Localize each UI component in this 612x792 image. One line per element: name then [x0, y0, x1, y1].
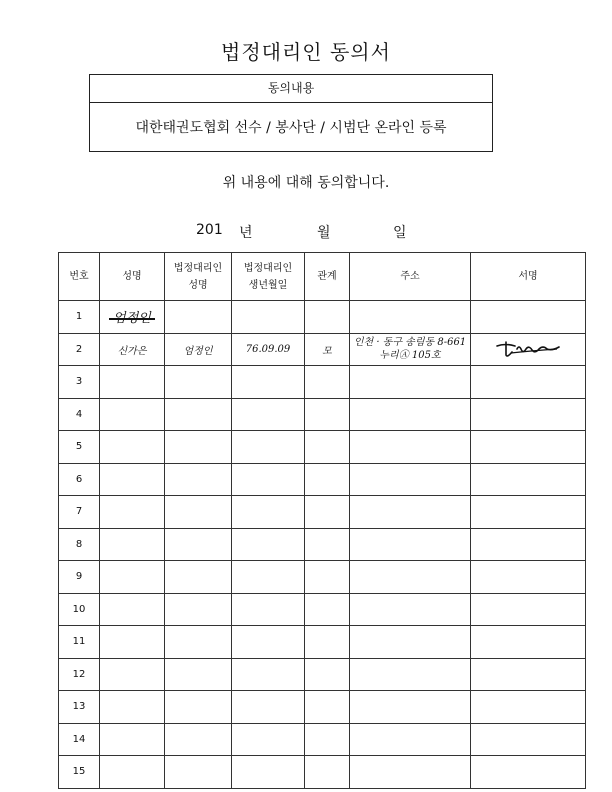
row-number: 11 [59, 626, 100, 659]
row-number: 15 [59, 756, 100, 789]
guardian-birth-cell [232, 756, 305, 789]
handwritten-signature [493, 337, 563, 359]
name-cell: 신가은 [100, 333, 165, 366]
table-row [59, 593, 586, 626]
guardian-name-cell [165, 756, 232, 789]
consent-box [89, 74, 493, 152]
relation-cell [305, 723, 350, 756]
table-row [59, 301, 586, 334]
address-cell [350, 528, 471, 561]
name-cell [100, 528, 165, 561]
signature-cell [471, 333, 586, 366]
table-row [59, 398, 586, 431]
date-year-label: 년 [239, 225, 253, 241]
name-cell [100, 756, 165, 789]
relation-cell [305, 626, 350, 659]
header-guardian-name-line2: 성명 [188, 279, 208, 291]
table-header-row [59, 253, 586, 301]
table-row [59, 496, 586, 529]
signature-cell [471, 626, 586, 659]
guardian-name-cell [165, 593, 232, 626]
relation-cell [305, 301, 350, 334]
signature-cell [471, 398, 586, 431]
signature-cell [471, 301, 586, 334]
row-number: 10 [59, 593, 100, 626]
signature-cell [471, 528, 586, 561]
header-no: 번호 [59, 253, 100, 301]
relation-cell: 모 [305, 333, 350, 366]
guardian-birth-cell [232, 561, 305, 594]
signature-cell [471, 723, 586, 756]
address-cell [350, 691, 471, 724]
relation-cell [305, 431, 350, 464]
table-row [59, 431, 586, 464]
row-number: 9 [59, 561, 100, 594]
relation-cell [305, 398, 350, 431]
address-cell [350, 463, 471, 496]
guardian-name-cell [165, 658, 232, 691]
header-address: 주소 [350, 253, 471, 301]
table-row [59, 691, 586, 724]
guardian-birth-cell [232, 626, 305, 659]
relation-cell [305, 593, 350, 626]
address-line1: 인천 · 동구 송림동 8-661 [353, 337, 467, 349]
guardian-name-cell: 엄정인 [165, 333, 232, 366]
guardian-name-cell [165, 723, 232, 756]
guardian-name-cell [165, 496, 232, 529]
address-cell [350, 366, 471, 399]
address-cell [350, 431, 471, 464]
relation-cell [305, 658, 350, 691]
address-line2: 누리Ⓐ 105호 [379, 350, 441, 362]
guardian-name-cell [165, 301, 232, 334]
row-number: 1 [59, 301, 100, 334]
address-cell [350, 593, 471, 626]
relation-cell [305, 561, 350, 594]
row-number: 14 [59, 723, 100, 756]
row-number: 5 [59, 431, 100, 464]
name-cell [100, 398, 165, 431]
signature-cell [471, 496, 586, 529]
guardian-birth-cell [232, 398, 305, 431]
row-number: 8 [59, 528, 100, 561]
header-guardian-name-line1: 법정대리인 [173, 262, 223, 274]
name-cell [100, 431, 165, 464]
guardian-birth-cell [232, 366, 305, 399]
address-cell [350, 333, 471, 366]
name-cell [100, 723, 165, 756]
row-number: 4 [59, 398, 100, 431]
guardian-birth-cell: 76.09.09 [232, 333, 305, 366]
row-number: 12 [59, 658, 100, 691]
name-cell [100, 626, 165, 659]
relation-cell [305, 496, 350, 529]
row-number: 6 [59, 463, 100, 496]
header-name: 성명 [100, 253, 165, 301]
table-row [59, 626, 586, 659]
header-signature: 서명 [471, 253, 586, 301]
guardian-name-cell [165, 398, 232, 431]
header-guardian-birth-line1: 법정대리인 [243, 262, 293, 274]
crossed-out-name: 엄정인 [113, 307, 151, 326]
guardian-name-cell [165, 691, 232, 724]
date-day-label: 일 [393, 225, 407, 241]
guardian-birth-cell [232, 593, 305, 626]
address-cell [350, 561, 471, 594]
signature-cell [471, 561, 586, 594]
signature-cell [471, 691, 586, 724]
name-cell [100, 658, 165, 691]
table-row [59, 333, 586, 366]
guardian-name-cell [165, 366, 232, 399]
guardian-birth-cell [232, 496, 305, 529]
row-number: 7 [59, 496, 100, 529]
name-cell [100, 593, 165, 626]
guardian-birth-cell [232, 431, 305, 464]
name-cell [100, 561, 165, 594]
header-guardian-birth [232, 253, 305, 301]
address-cell [350, 626, 471, 659]
table-row [59, 561, 586, 594]
header-guardian-name [165, 253, 232, 301]
registration-table [58, 252, 586, 789]
address-cell [350, 398, 471, 431]
signature-cell [471, 756, 586, 789]
header-guardian-birth-line2: 생년월일 [248, 279, 288, 291]
guardian-birth-cell [232, 691, 305, 724]
name-cell [100, 301, 165, 334]
consent-header: 동의내용 [90, 75, 492, 103]
row-number: 2 [59, 333, 100, 366]
guardian-name-cell [165, 561, 232, 594]
relation-cell [305, 691, 350, 724]
name-cell [100, 366, 165, 399]
guardian-name-cell [165, 626, 232, 659]
address-cell [350, 496, 471, 529]
table-row [59, 756, 586, 789]
consent-statement: 위 내용에 대해 동의합니다. [222, 175, 390, 191]
table-row [59, 658, 586, 691]
address-cell [350, 756, 471, 789]
table-row [59, 723, 586, 756]
table-row [59, 366, 586, 399]
date-year: 201 [196, 222, 223, 238]
guardian-birth-cell [232, 528, 305, 561]
address-cell [350, 658, 471, 691]
relation-cell [305, 463, 350, 496]
guardian-birth-cell [232, 301, 305, 334]
address-cell [350, 723, 471, 756]
row-number: 3 [59, 366, 100, 399]
name-cell [100, 691, 165, 724]
guardian-birth-cell [232, 658, 305, 691]
guardian-birth-cell [232, 463, 305, 496]
signature-cell [471, 593, 586, 626]
guardian-birth-cell [232, 723, 305, 756]
relation-cell [305, 528, 350, 561]
signature-cell [471, 366, 586, 399]
address-cell [350, 301, 471, 334]
relation-cell [305, 756, 350, 789]
header-relation: 관계 [305, 253, 350, 301]
row-number: 13 [59, 691, 100, 724]
consent-content: 대한태권도협회 선수 / 봉사단 / 시범단 온라인 등록 [135, 120, 447, 136]
guardian-name-cell [165, 431, 232, 464]
name-cell [100, 496, 165, 529]
table-row [59, 528, 586, 561]
page-title: 법정대리인 동의서 [221, 40, 391, 64]
relation-cell [305, 366, 350, 399]
name-cell [100, 463, 165, 496]
signature-cell [471, 658, 586, 691]
signature-cell [471, 431, 586, 464]
table-row [59, 463, 586, 496]
guardian-name-cell [165, 528, 232, 561]
date-month-label: 월 [317, 225, 331, 241]
guardian-name-cell [165, 463, 232, 496]
signature-cell [471, 463, 586, 496]
